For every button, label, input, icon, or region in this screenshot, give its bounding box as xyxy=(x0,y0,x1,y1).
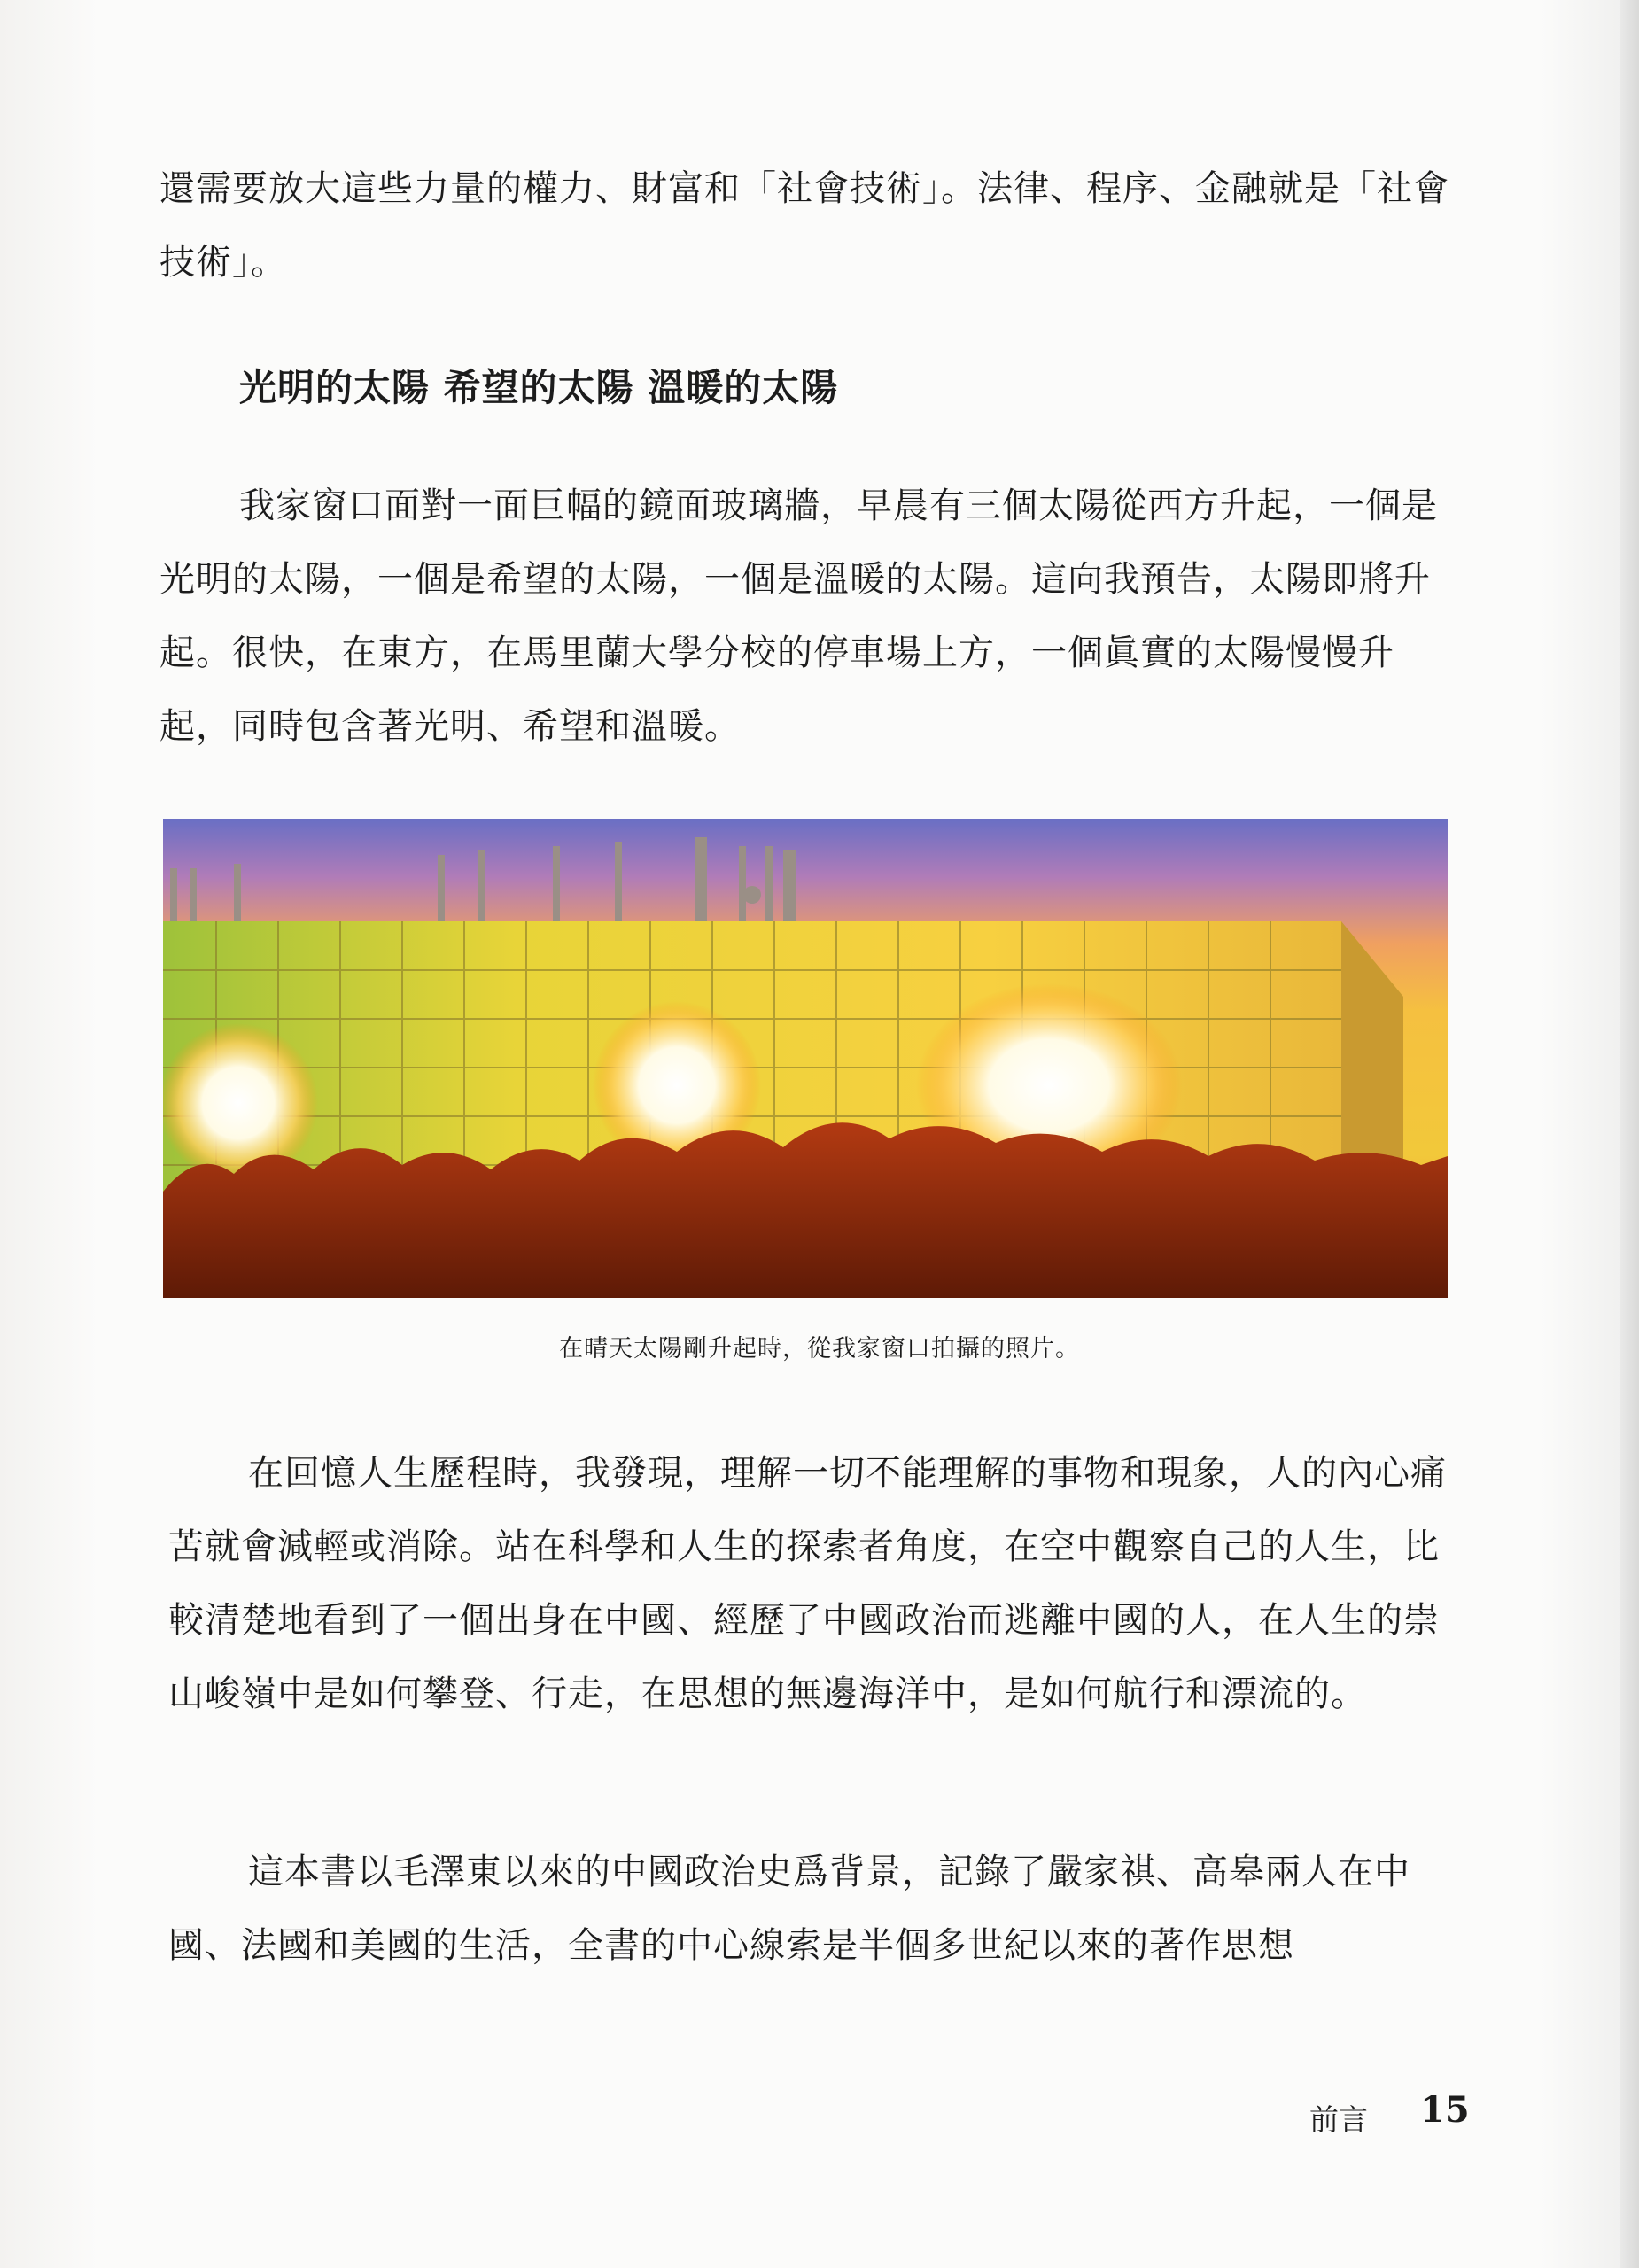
sunrise-photo xyxy=(163,819,1448,1298)
paragraph-2: 我家窗口面對一面巨幅的鏡面玻璃牆，早晨有三個太陽從西方升起，一個是光明的太陽，一個是希望的太陽，一個是溫暖的太陽。這向我預告，太陽即將升起。很快，在東方，在馬里蘭大學分校的停車場上方，一個眞實的太陽慢慢升起，同時包含著光明、希望和溫暖。 xyxy=(159,485,1438,747)
paragraph-3: 在回憶人生歷程時，我發現，理解一切不能理解的事物和現象，人的內心痛苦就會減輕或消除。站在科學和人生的探索者角度，在空中觀察自己的人生，比較清楚地看到了一個出身在中國、經歷了中國政治而逃離中國的人，在人生的崇山峻嶺中是如何攀登、行走，在思想的無邊海洋中，是如何航行和漂流的。 xyxy=(168,1453,1447,1714)
figure-caption: 在晴天太陽剛升起時，從我家窗口拍攝的照片。 xyxy=(559,1335,1080,1363)
paragraph-4: 這本書以毛澤東以來的中國政治史爲背景，記錄了嚴家祺、高皋兩人在中國、法國和美國的生活，全書的中心線索是半個多世紀以來的著作思想 xyxy=(168,1852,1410,1966)
section-heading: 光明的太陽 希望的太陽 溫暖的太陽 xyxy=(239,366,839,409)
paragraph-1: 還需要放大這些力量的權力、財富和「社會技術」。法律、程序、金融就是「社會技術」。 xyxy=(159,168,1449,283)
page-edge xyxy=(1620,0,1639,2268)
running-footer: 前言 xyxy=(1309,2102,1368,2137)
page-number: 15 xyxy=(1420,2089,1470,2131)
